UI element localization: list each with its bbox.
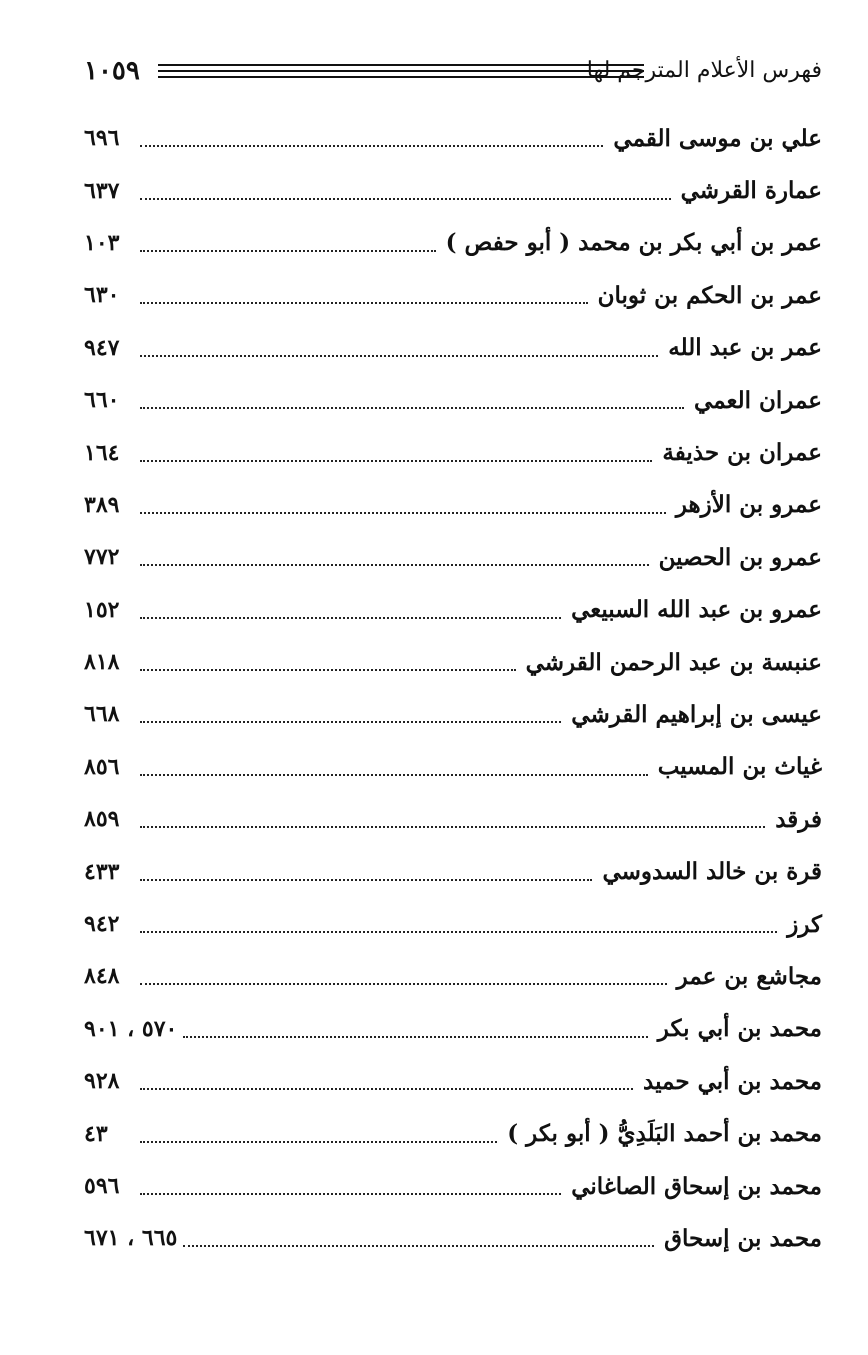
index-entry bbox=[84, 636, 822, 688]
index-entry bbox=[84, 217, 822, 269]
entry-pages: ٩٤٧ bbox=[84, 334, 120, 361]
entry-name: عنبسة بن عبد الرحمن القرشي bbox=[525, 648, 822, 676]
entry-name: محمد بن إسحاق bbox=[664, 1224, 822, 1252]
dot-leader bbox=[140, 460, 652, 462]
dot-leader bbox=[140, 721, 561, 723]
entry-pages: ٦٦٥ ، ٦٧١ bbox=[84, 1225, 178, 1252]
entry-name: محمد بن أحمد البَلَدِيُّ ( أبو بكر ) bbox=[507, 1120, 822, 1148]
entry-pages: ١٦٤ bbox=[84, 439, 120, 466]
entry-pages: ٨١٨ bbox=[84, 649, 120, 676]
entry-name: محمد بن إسحاق الصاغاني bbox=[571, 1172, 822, 1200]
entry-name: عمر بن الحكم بن ثوبان bbox=[597, 281, 822, 309]
entry-name: عمر بن أبي بكر بن محمد ( أبو حفص ) bbox=[445, 229, 822, 257]
dot-leader bbox=[140, 407, 684, 409]
dot-leader bbox=[140, 1141, 497, 1143]
dot-leader bbox=[140, 1193, 561, 1195]
entry-pages: ٦٦٠ bbox=[84, 387, 120, 414]
dot-leader bbox=[140, 250, 436, 252]
header-rule-line bbox=[158, 70, 644, 72]
dot-leader bbox=[140, 1088, 633, 1090]
index-list bbox=[84, 112, 822, 1265]
page-number: ١٠٥٩ bbox=[84, 56, 140, 86]
entry-name: مجاشع بن عمر bbox=[676, 962, 822, 990]
entry-pages: ٥٩٦ bbox=[84, 1173, 120, 1199]
index-entry bbox=[84, 793, 822, 845]
dot-leader bbox=[140, 512, 666, 514]
dot-leader bbox=[140, 355, 658, 357]
entry-pages: ٣٨٩ bbox=[84, 491, 120, 518]
dot-leader bbox=[140, 669, 516, 671]
entry-pages: ٦٩٦ bbox=[84, 125, 120, 152]
dot-leader bbox=[140, 564, 649, 566]
entry-pages: ٩٤٢ bbox=[84, 911, 120, 938]
entry-pages: ٨٥٩ bbox=[84, 806, 120, 833]
entry-name: عمارة القرشي bbox=[680, 177, 822, 205]
entry-pages: ٦٣٧ bbox=[84, 177, 120, 204]
header-rule-line bbox=[158, 64, 644, 66]
entry-name: فرقد bbox=[775, 805, 822, 833]
entry-pages: ٥٧٠ ، ٩٠١ bbox=[84, 1015, 178, 1042]
entry-name: غياث بن المسيب bbox=[657, 753, 822, 781]
dot-leader bbox=[140, 617, 561, 619]
dot-leader bbox=[140, 774, 648, 776]
dot-leader bbox=[183, 1245, 654, 1247]
entry-name: عمران بن حذيفة bbox=[662, 439, 822, 467]
entry-pages: ٨٤٨ bbox=[84, 963, 120, 990]
dot-leader bbox=[140, 826, 765, 828]
page-header bbox=[84, 54, 822, 94]
entry-pages: ١٥٢ bbox=[84, 596, 120, 623]
header-rule bbox=[158, 64, 644, 78]
index-entry bbox=[84, 1055, 822, 1107]
dot-leader bbox=[140, 145, 603, 147]
index-entry bbox=[84, 531, 822, 583]
entry-name: عمرو بن عبد الله السبيعي bbox=[571, 596, 822, 624]
entry-name: عيسى بن إبراهيم القرشي bbox=[571, 700, 822, 728]
index-entry bbox=[84, 164, 822, 216]
index-entry bbox=[84, 950, 822, 1002]
entry-name: عمرو بن الحصين bbox=[658, 543, 822, 571]
entry-pages: ٤٣ bbox=[84, 1120, 108, 1147]
dot-leader bbox=[140, 879, 592, 881]
index-entry bbox=[84, 845, 822, 897]
index-entry bbox=[84, 898, 822, 950]
index-entry bbox=[84, 426, 822, 478]
index-entry bbox=[84, 688, 822, 740]
index-entry bbox=[84, 322, 822, 374]
index-entry bbox=[84, 741, 822, 793]
entry-name: عمران العمي bbox=[694, 386, 822, 414]
index-entry bbox=[84, 1107, 822, 1159]
entry-pages: ١٠٣ bbox=[84, 229, 120, 256]
entry-name: عمرو بن الأزهر bbox=[675, 491, 822, 519]
entry-pages: ٦٣٠ bbox=[84, 282, 120, 309]
dot-leader bbox=[140, 198, 671, 200]
index-entry bbox=[84, 479, 822, 531]
index-entry bbox=[84, 1212, 822, 1264]
entry-pages: ٤٣٣ bbox=[84, 858, 120, 885]
entry-name: علي بن موسى القمي bbox=[613, 124, 822, 152]
entry-name: قرة بن خالد السدوسي bbox=[602, 858, 822, 886]
entry-name: عمر بن عبد الله bbox=[668, 334, 822, 362]
entry-name: كرز bbox=[787, 910, 822, 938]
header-rule-line bbox=[158, 76, 644, 78]
entry-name: محمد بن أبي حميد bbox=[643, 1067, 822, 1095]
dot-leader bbox=[140, 983, 667, 985]
index-entry bbox=[84, 374, 822, 426]
entry-pages: ٧٧٢ bbox=[84, 544, 120, 571]
index-entry bbox=[84, 269, 822, 321]
index-entry bbox=[84, 1160, 822, 1212]
dot-leader bbox=[183, 1036, 647, 1038]
entry-pages: ٩٢٨ bbox=[84, 1068, 120, 1095]
dot-leader bbox=[140, 931, 777, 933]
index-entry bbox=[84, 112, 822, 164]
entry-pages: ٨٥٦ bbox=[84, 753, 120, 780]
dot-leader bbox=[140, 302, 588, 304]
entry-pages: ٦٦٨ bbox=[84, 701, 120, 728]
entry-name: محمد بن أبي بكر bbox=[657, 1015, 822, 1043]
header-title: فهرس الأعلام المترجم لها bbox=[586, 58, 822, 83]
index-entry bbox=[84, 584, 822, 636]
index-entry bbox=[84, 1003, 822, 1055]
